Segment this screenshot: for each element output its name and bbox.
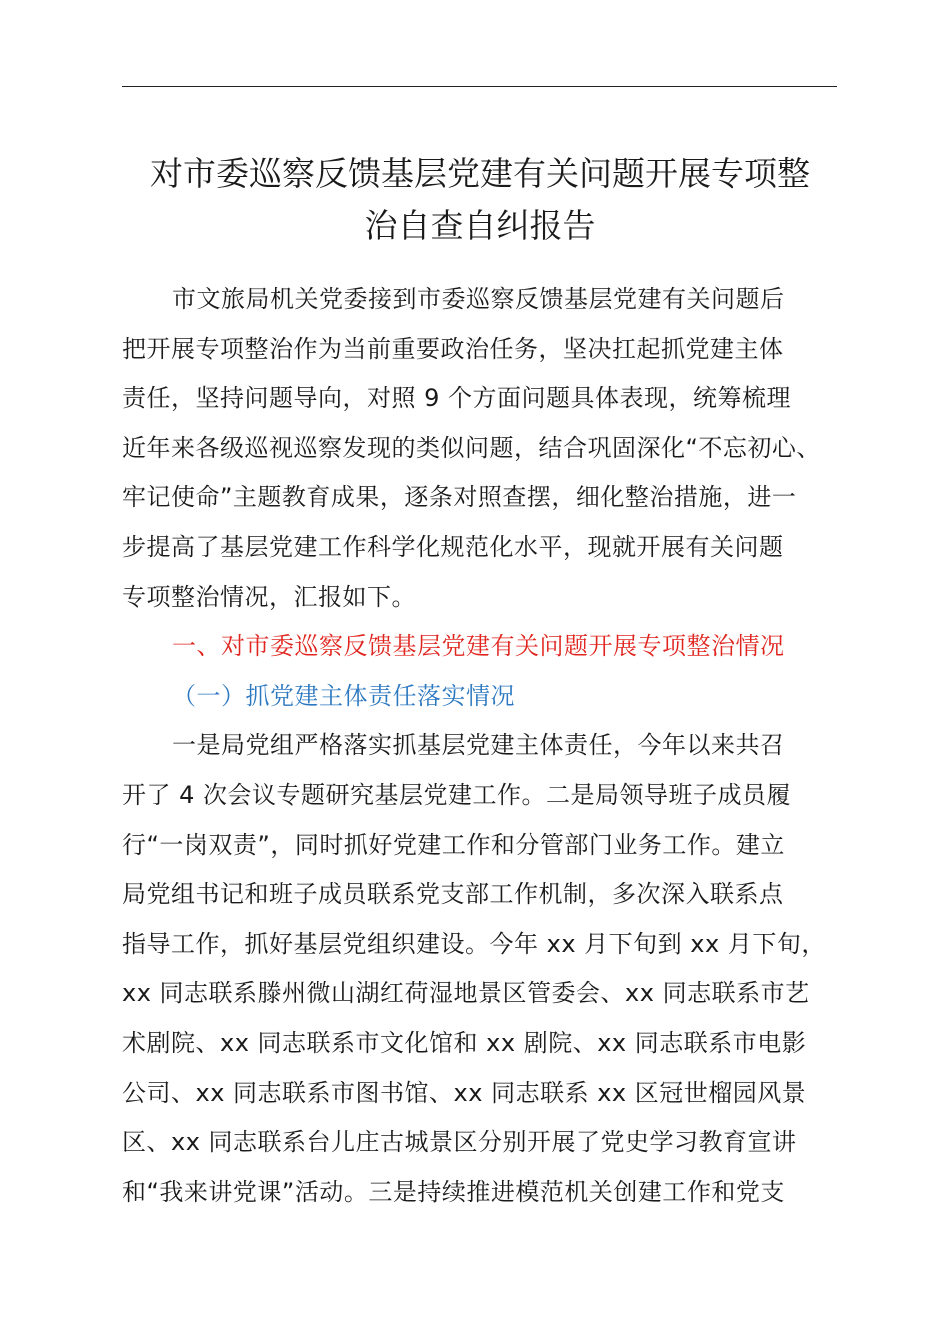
paragraph-line: 指导工作，抓好基层党组织建设。今年 xx 月下旬到 xx 月下旬，: [122, 929, 826, 958]
document-title: [110, 148, 850, 252]
intro-line: 把开展专项整治作为当前重要政治任务，坚决扛起抓党建主体: [122, 334, 784, 363]
paragraph-line: 和“我来讲党课”活动。三是持续推进模范机关创建工作和党支: [122, 1177, 785, 1206]
document-body: [122, 275, 842, 1217]
paragraph-line: 局党组书记和班子成员联系党支部工作机制，多次深入联系点: [122, 880, 784, 909]
intro-line: 专项整治情况，汇报如下。: [122, 582, 416, 611]
paragraph-line: 术剧院、xx 同志联系市文化馆和 xx 剧院、xx 同志联系市电影: [122, 1028, 807, 1057]
paragraph-line: 区、xx 同志联系台儿庄古城景区分别开展了党史学习教育宣讲: [122, 1128, 797, 1157]
paragraph-line: 公司、xx 同志联系市图书馆、xx 同志联系 xx 区冠世榴园风景: [122, 1078, 807, 1107]
paragraph-line: 一是局党组严格落实抓基层党建主体责任，今年以来共召: [172, 731, 785, 760]
section-heading: 一、对市委巡察反馈基层党建有关问题开展专项整治情况: [172, 632, 785, 661]
title-line: 对市委巡察反馈基层党建有关问题开展专项整: [150, 154, 810, 193]
intro-line: 市文旅局机关党委接到市委巡察反馈基层党建有关问题后: [172, 285, 785, 313]
paragraph-line: 行“一岗双责”，同时抓好党建工作和分管部门业务工作。建立: [122, 830, 785, 859]
title-line: 治自查自纠报告: [364, 206, 596, 245]
intro-line: 步提高了基层党建工作科学化规范化水平，现就开展有关问题: [122, 532, 784, 561]
subsection-heading: （一）抓党建主体责任落实情况: [172, 681, 515, 710]
intro-line: 牢记使命”主题教育成果，逐条对照查摆，细化整治措施，进一: [122, 483, 797, 512]
intro-line: 近年来各级巡视巡察发现的类似问题，结合巩固深化“不忘初心、: [122, 433, 821, 462]
intro-line: 责任，坚持问题导向，对照 9 个方面问题具体表现，统筹梳理: [122, 384, 792, 413]
paragraph-line: xx 同志联系滕州微山湖红荷湿地景区管委会、xx 同志联系市艺: [122, 979, 810, 1008]
paragraph-line: 开了 4 次会议专题研究基层党建工作。二是局领导班子成员履: [122, 780, 792, 809]
header-rule: [122, 86, 837, 87]
